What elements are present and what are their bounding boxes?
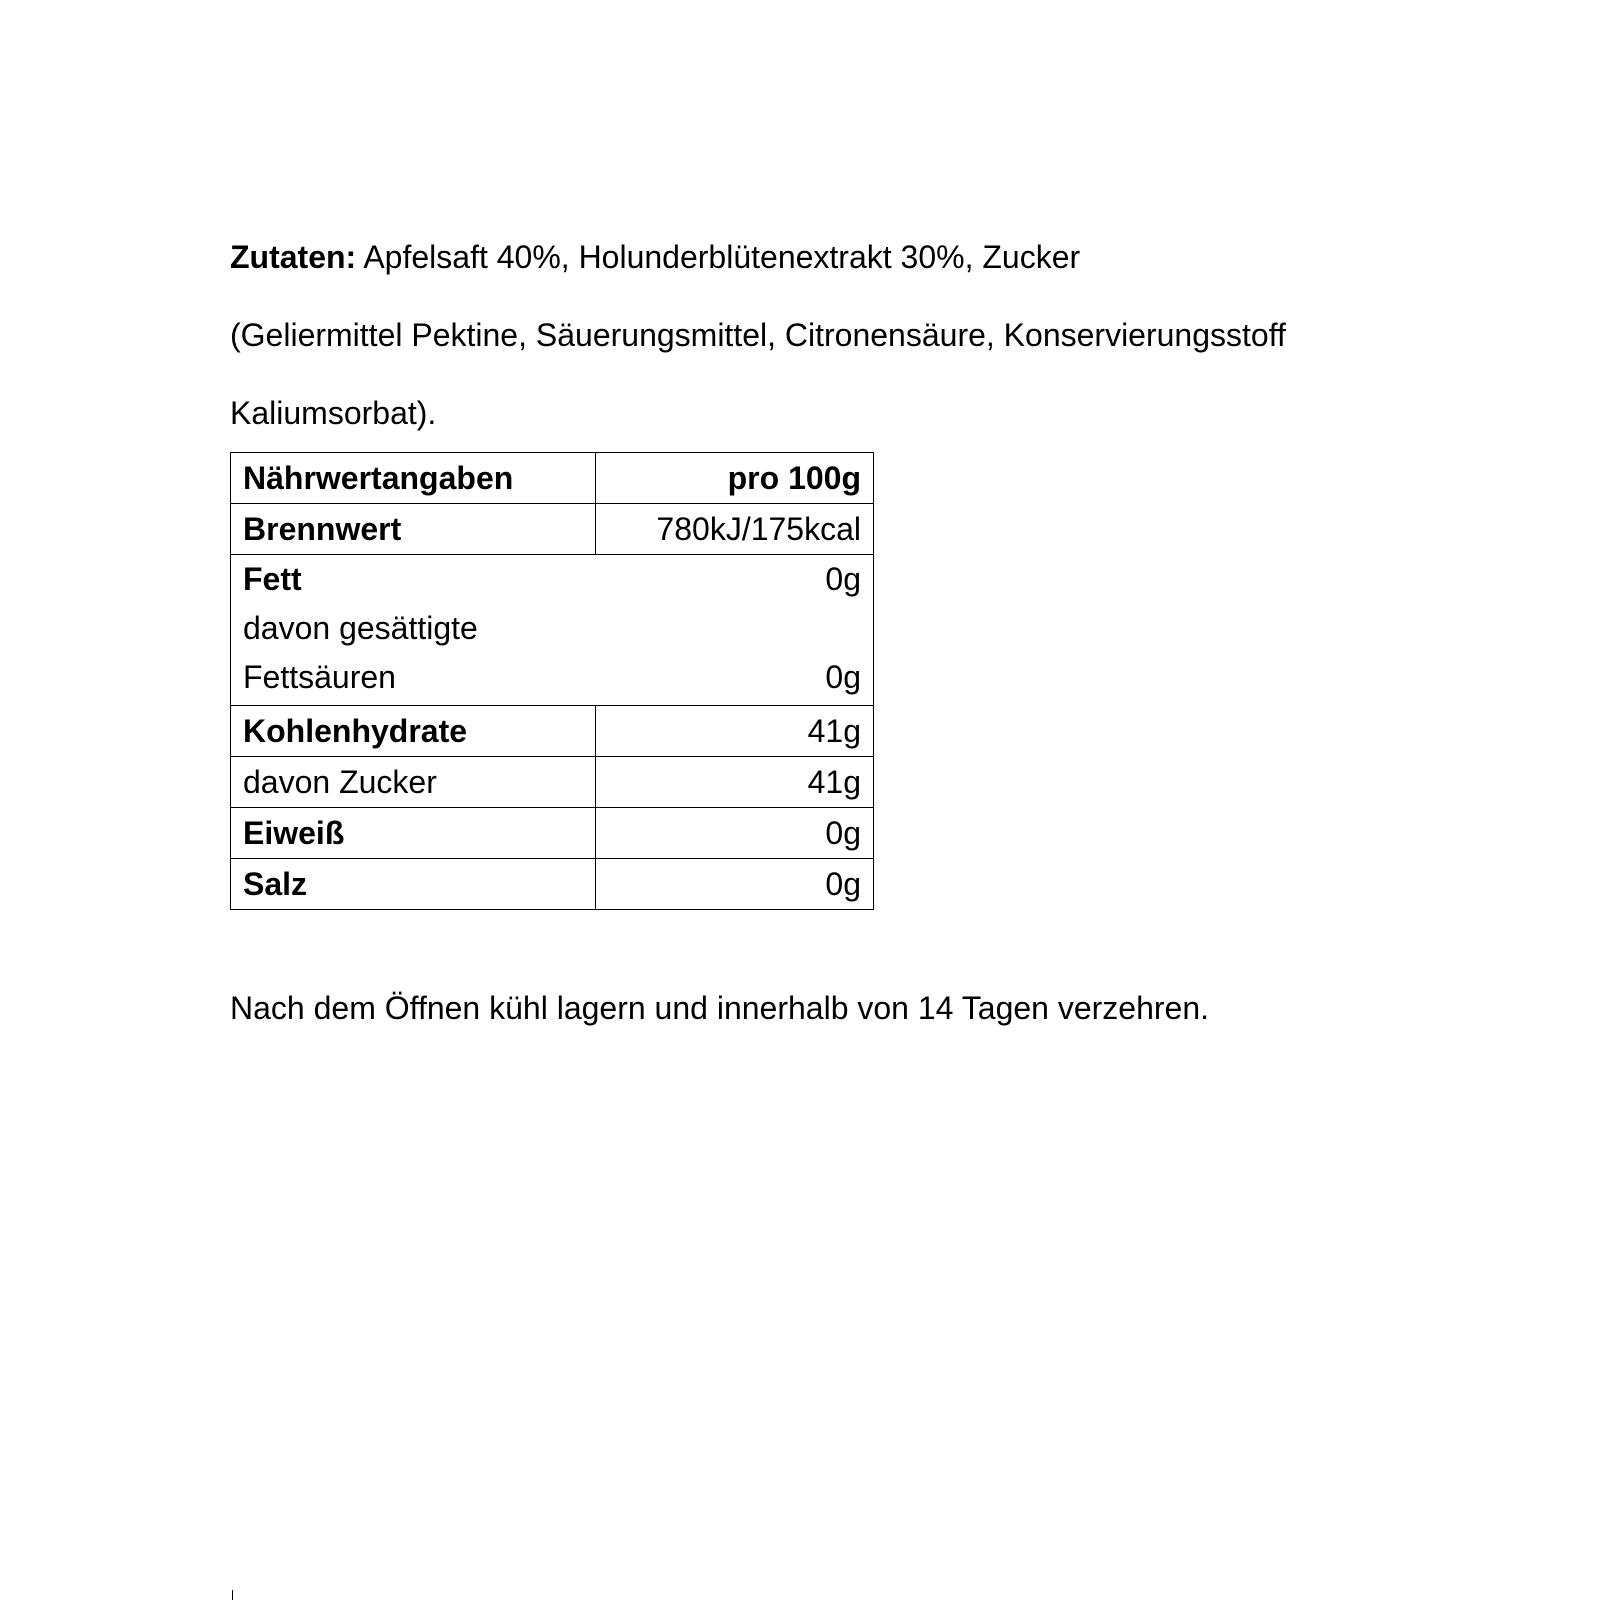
ingredients-paragraph <box>230 218 1410 452</box>
ingredients-line-1 <box>230 218 1410 296</box>
table-row <box>231 555 874 706</box>
table-header-row <box>231 453 874 504</box>
fat-label: Fett <box>243 561 302 597</box>
table-row <box>231 808 874 859</box>
ingredients-line-3: Kaliumsorbat). <box>230 395 437 431</box>
carbs-name-cell: Kohlenhydrate <box>231 706 596 757</box>
storage-note: Nach dem Öffnen kühl lagern und innerhalb von 14 Tagen verzehren. <box>230 990 1210 1026</box>
spacer <box>608 604 862 653</box>
table-row <box>231 706 874 757</box>
saturated-value: 0g <box>825 659 861 695</box>
header-value-cell: pro 100g <box>596 453 874 504</box>
header-name-cell: Nährwertangaben <box>231 453 596 504</box>
table-row <box>231 504 874 555</box>
nutrition-table <box>230 452 874 910</box>
fat-name-cell <box>231 555 596 706</box>
sugar-name-cell: davon Zucker <box>231 757 596 808</box>
salt-value-cell: 0g <box>596 859 874 910</box>
salt-name-cell: Salz <box>231 859 596 910</box>
protein-name-cell: Eiweiß <box>231 808 596 859</box>
saturated-label-line-1: davon gesättigte <box>243 610 478 646</box>
table-row <box>231 757 874 808</box>
fat-value: 0g <box>825 561 861 597</box>
energy-value-cell: 780kJ/175kcal <box>596 504 874 555</box>
carbs-value-cell: 41g <box>596 706 874 757</box>
energy-name-cell: Brennwert <box>231 504 596 555</box>
sugar-value-cell: 41g <box>596 757 874 808</box>
ingredients-line-2: (Geliermittel Pektine, Säuerungsmittel, Citronensäure, Konservierungsstoff <box>230 317 1286 353</box>
ingredients-label: Zutaten: <box>230 239 357 275</box>
table-row <box>231 859 874 910</box>
saturated-label-line-2: Fettsäuren <box>243 659 396 695</box>
ingredients-text-1: Apfelsaft 40%, Holunderblütenextrakt 30%, Zucker <box>356 239 1081 275</box>
protein-value-cell: 0g <box>596 808 874 859</box>
fat-value-cell <box>596 555 874 706</box>
text-cursor-mark <box>232 1590 233 1600</box>
